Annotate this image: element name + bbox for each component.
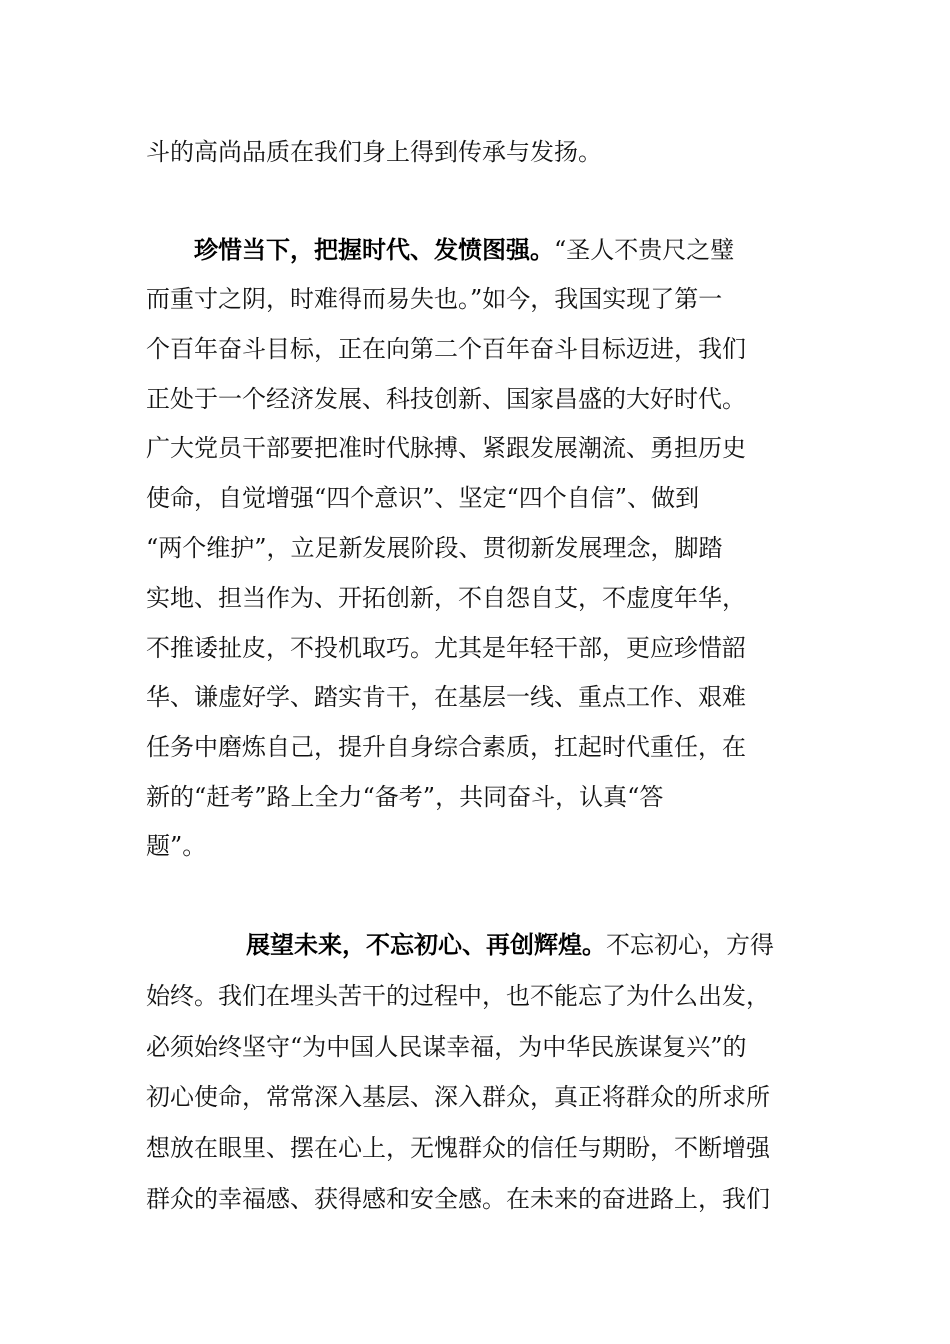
paragraph-text: “圣人不贵尺之璧 — [554, 236, 735, 264]
paragraph-text: 不忘初心，方得 — [606, 931, 774, 959]
paragraph-line: 始终。我们在埋头苦干的过程中，也不能忘了为什么出发， — [146, 982, 770, 1010]
paragraph-line: 想放在眼里、摆在心上，无愧群众的信任与期盼，不断增强 — [146, 1134, 770, 1162]
paragraph-line — [194, 234, 734, 266]
paragraph-line: 任务中磨炼自己，提升自身综合素质，扛起时代重任，在 — [146, 733, 746, 761]
section-heading: 珍惜当下，把握时代、发愤图强。 — [194, 236, 554, 264]
paragraph-line: 初心使命，常常深入基层、深入群众，真正将群众的所求所 — [146, 1083, 770, 1111]
paragraph-line: 正处于一个经济发展、科技创新、国家昌盛的大好时代。 — [146, 385, 746, 413]
paragraph-line — [246, 929, 774, 961]
paragraph-line: 广大党员干部要把准时代脉搏、紧跟发展潮流、勇担历史 — [146, 434, 746, 462]
paragraph-line: 个百年奋斗目标，正在向第二个百年奋斗目标迈进，我们 — [146, 335, 746, 363]
paragraph-line: 新的“赶考”路上全力“备考”，共同奋斗，认真“答 — [146, 783, 664, 811]
paragraph-line: 而重寸之阴，时难得而易失也。”如今，我国实现了第一 — [146, 285, 723, 313]
paragraph-line: 实地、担当作为、开拓创新，不自怨自艾，不虚度年华， — [146, 584, 746, 612]
section-heading: 展望未来，不忘初心、再创辉煌。 — [246, 931, 606, 959]
paragraph-line: 群众的幸福感、获得感和安全感。在未来的奋进路上，我们 — [146, 1185, 770, 1213]
continuation-line: 斗的高尚品质在我们身上得到传承与发扬。 — [146, 138, 602, 166]
paragraph-line: 使命，自觉增强“四个意识”、坚定“四个自信”、做到 — [146, 484, 700, 512]
paragraph-line: 题”。 — [146, 832, 207, 860]
paragraph-line: 华、谦虚好学、踏实肯干，在基层一线、重点工作、艰难 — [146, 683, 746, 711]
paragraph-line: “两个维护”，立足新发展阶段、贯彻新发展理念，脚踏 — [146, 534, 723, 562]
paragraph-line: 必须始终坚守“为中国人民谋幸福，为中华民族谋复兴”的 — [146, 1033, 747, 1061]
paragraph-line: 不推诿扯皮，不投机取巧。尤其是年轻干部，更应珍惜韶 — [146, 634, 746, 662]
